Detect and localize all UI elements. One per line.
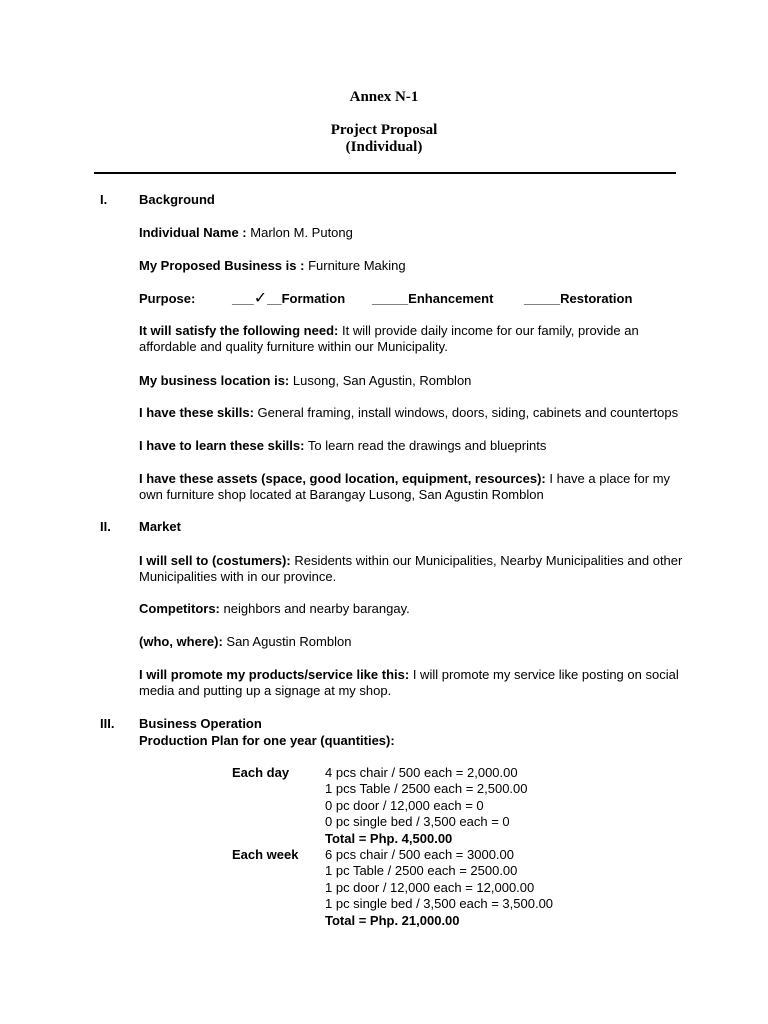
purpose-option-enhancement-label: Enhancement bbox=[408, 291, 494, 306]
need-paragraph bbox=[139, 323, 684, 355]
purpose-option-enhancement bbox=[372, 291, 493, 307]
competitors-value: neighbors and nearby barangay. bbox=[223, 601, 410, 616]
location-line bbox=[139, 373, 684, 389]
individual-name-label: Individual Name : bbox=[139, 225, 247, 240]
plan-item: 1 pc single bed / 3,500 each = 3,500.00 bbox=[325, 896, 554, 912]
purpose-option-formation-label: Formation bbox=[281, 291, 346, 306]
competitors-label: Competitors: bbox=[139, 601, 220, 616]
plan-item: 4 pcs chair / 500 each = 2,000.00 bbox=[325, 765, 518, 780]
skills-line bbox=[139, 405, 684, 421]
purpose-blank-after: __ bbox=[267, 291, 282, 306]
who-where-line bbox=[139, 634, 684, 650]
purpose-option-restoration-label: Restoration bbox=[560, 291, 633, 306]
document-title: Project Proposal bbox=[330, 122, 438, 138]
purpose-blank: _____ bbox=[524, 291, 561, 306]
proposed-business-label: My Proposed Business is : bbox=[139, 258, 305, 273]
individual-name-line bbox=[139, 225, 684, 241]
section-numeral-background: I. bbox=[100, 192, 108, 207]
plan-label-each-day: Each day bbox=[232, 765, 290, 780]
sell-value: Residents within our Municipalities, Nearby Municipalities and other Municipalities with in our province. bbox=[139, 553, 683, 584]
proposed-business-line bbox=[139, 258, 684, 274]
sell-paragraph bbox=[139, 553, 684, 585]
need-value: It will provide daily income for our family, provide an affordable and quality furniture within our Municipality. bbox=[139, 323, 639, 354]
sell-label: I will sell to (costumers): bbox=[139, 553, 291, 568]
promote-value: I will promote my service like posting on social media and putting up a signage at my shop. bbox=[139, 667, 679, 698]
assets-value: I have a place for my own furniture shop located at Barangay Lusong, San Agustin Romblon bbox=[139, 471, 671, 502]
plan-item: 6 pcs chair / 500 each = 3000.00 bbox=[325, 847, 514, 862]
plan-item: 1 pc door / 12,000 each = 12,000.00 bbox=[325, 879, 535, 895]
learn-skills-label: I have to learn these skills: bbox=[139, 438, 305, 453]
section-heading-market: Market bbox=[139, 519, 181, 534]
plan-item: 0 pc door / 12,000 each = 0 bbox=[325, 797, 484, 813]
who-where-value: San Agustin Romblon bbox=[226, 634, 352, 649]
plan-item: 1 pcs Table / 2500 each = 2,500.00 bbox=[325, 781, 528, 797]
individual-name-value: Marlon M. Putong bbox=[250, 225, 353, 240]
document-subtitle: (Individual) bbox=[345, 139, 423, 155]
section-heading-background: Background bbox=[139, 192, 215, 207]
location-value: Lusong, San Agustin, Romblon bbox=[292, 373, 472, 388]
location-label: My business location is: bbox=[139, 373, 290, 388]
section-heading-operation: Business Operation bbox=[139, 716, 262, 731]
assets-label: I have these assets (space, good location, equipment, resources): bbox=[139, 471, 546, 486]
proposed-business-value: Furniture Making bbox=[308, 258, 406, 273]
plan-list-each-day bbox=[325, 765, 685, 847]
skills-label: I have these skills: bbox=[139, 405, 254, 420]
competitors-line bbox=[139, 601, 684, 617]
plan-total: Total = Php. 21,000.00 bbox=[325, 912, 460, 928]
annex-label: Annex N-1 bbox=[349, 89, 419, 105]
learn-skills-value: To learn read the drawings and blueprints bbox=[307, 438, 547, 453]
who-where-label: (who, where): bbox=[139, 634, 223, 649]
learn-skills-line bbox=[139, 438, 684, 454]
plan-label-each-week: Each week bbox=[232, 847, 299, 862]
promote-label: I will promote my products/service like this: bbox=[139, 667, 410, 682]
header-divider bbox=[94, 172, 676, 174]
purpose-blank-before: ___ bbox=[232, 291, 254, 306]
assets-paragraph bbox=[139, 471, 684, 503]
purpose-label: Purpose: bbox=[139, 291, 196, 306]
plan-list-each-week bbox=[325, 847, 685, 929]
skills-value: General framing, install windows, doors, siding, cabinets and countertops bbox=[257, 405, 679, 420]
production-plan-subheading: Production Plan for one year (quantities): bbox=[139, 733, 395, 748]
purpose-blank: _____ bbox=[372, 291, 409, 306]
purpose-option-restoration bbox=[524, 291, 632, 307]
section-numeral-market: II. bbox=[100, 519, 111, 534]
promote-paragraph bbox=[139, 667, 684, 699]
plan-total: Total = Php. 4,500.00 bbox=[325, 830, 453, 846]
section-numeral-operation: III. bbox=[100, 716, 115, 731]
plan-item: 0 pc single bed / 3,500 each = 0 bbox=[325, 814, 510, 830]
purpose-option-formation bbox=[232, 291, 345, 307]
need-label: It will satisfy the following need: bbox=[139, 323, 339, 338]
check-mark-icon: ✓ bbox=[253, 290, 268, 307]
plan-item: 1 pc Table / 2500 each = 2500.00 bbox=[325, 863, 518, 879]
